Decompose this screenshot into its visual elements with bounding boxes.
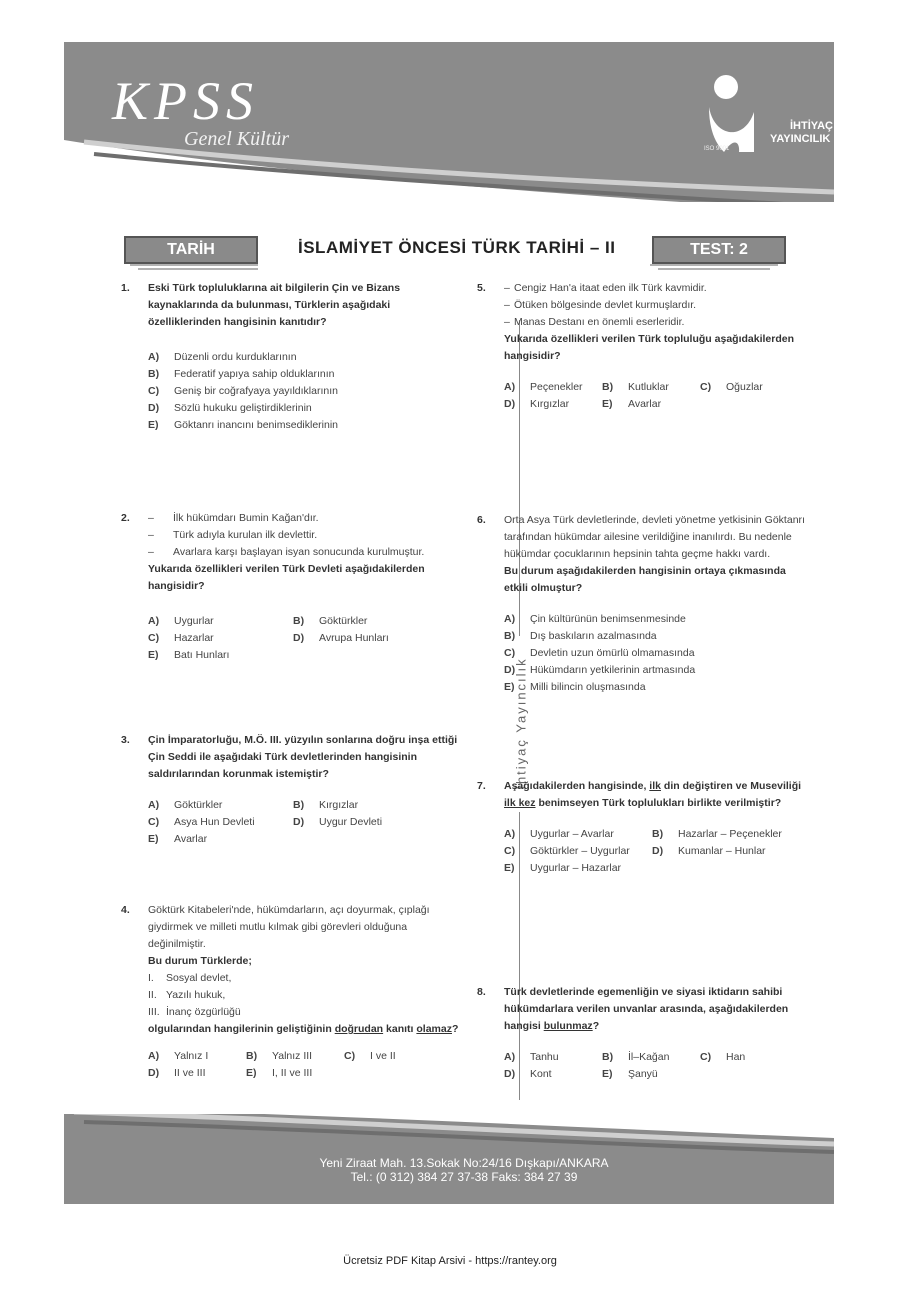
stem-part: Türk devletlerinde egemenliğin ve siyasi iktidarın sahibi hükümdarlara verilen unvanlar arasında, aşağıdakilerden hangisi	[504, 986, 789, 1032]
roman-item	[148, 970, 461, 987]
option-b[interactable]	[293, 613, 438, 630]
option-text: Kırgızlar	[319, 799, 359, 811]
option-b[interactable]	[602, 379, 700, 396]
publisher-logo-dot	[714, 75, 738, 99]
option-key: C)	[700, 381, 712, 393]
option-key: C)	[148, 385, 160, 397]
stem-emphasis: ilk kez	[504, 797, 536, 809]
option-c[interactable]	[148, 814, 293, 831]
option-text: Hükümdarın yetkilerinin artmasında	[530, 664, 696, 676]
question-stem: Yukarıda özellikleri verilen Türk topluluğu aşağıdakilerden hangisidir?	[504, 333, 795, 362]
publisher-name-line1: İHTİYAÇ	[790, 120, 833, 132]
question-2	[121, 510, 461, 664]
option-text: Han	[726, 1051, 746, 1063]
option-key: E)	[504, 862, 515, 874]
option-d[interactable]	[293, 630, 438, 647]
option-text: I ve II	[370, 1050, 396, 1062]
option-d[interactable]	[148, 400, 461, 417]
subject-tag-lines	[124, 262, 264, 272]
option-text: Şanyü	[628, 1068, 658, 1080]
option-text: Kumanlar – Hunlar	[678, 845, 766, 857]
option-a[interactable]	[504, 1049, 602, 1066]
option-text: Dış baskıların azalmasında	[530, 630, 657, 642]
option-key: A)	[504, 381, 516, 393]
option-key: D)	[504, 1068, 516, 1080]
question-3	[121, 732, 461, 848]
option-key: D)	[504, 398, 516, 410]
question-number: 5.	[477, 282, 486, 294]
option-text: Göktürkler	[319, 615, 368, 627]
question-number: 3.	[121, 734, 130, 746]
option-c[interactable]	[700, 1049, 798, 1066]
option-e[interactable]	[504, 860, 652, 877]
roman-item	[148, 987, 461, 1004]
option-key: D)	[148, 1067, 160, 1079]
info-text: Cengiz Han'a itaat eden ilk Türk kavmidir.	[514, 282, 707, 294]
title-banner	[124, 236, 814, 276]
option-text: Oğuzlar	[726, 381, 763, 393]
option-key: B)	[148, 368, 160, 380]
option-key: C)	[700, 1051, 712, 1063]
option-key: C)	[504, 647, 516, 659]
option-key: B)	[504, 630, 516, 642]
option-e[interactable]	[148, 647, 293, 664]
roman-numeral: I.	[148, 972, 154, 984]
source-credit: Ücretsiz PDF Kitap Arsivi - https://rantey.org	[343, 1255, 557, 1267]
option-text: I, II ve III	[272, 1067, 313, 1079]
roman-item	[148, 1004, 461, 1021]
option-key: A)	[504, 1051, 516, 1063]
kpss-logo: KPSS	[112, 71, 260, 131]
option-key: A)	[504, 613, 516, 625]
option-key: C)	[148, 816, 160, 828]
option-text: Uygurlar – Hazarlar	[530, 862, 622, 874]
question-stem	[504, 984, 807, 1035]
option-text: Milli bilincin oluşmasında	[530, 681, 646, 693]
info-text: Manas Destanı en önemli eserleridir.	[514, 316, 685, 328]
question-4	[121, 902, 461, 1082]
question-intro: Göktürk Kitabeleri'nde, hükümdarların, açı doyurmak, çıplağı giydirmek ve milleti mutlu kılmak gibi görevleri olduğuna değinilmiştir.	[148, 904, 430, 950]
option-text: Uygurlar – Avarlar	[530, 828, 614, 840]
info-item: – Manas Destanı en önemli eserleridir.	[504, 314, 807, 331]
option-key: C)	[148, 632, 160, 644]
option-b[interactable]	[504, 628, 807, 645]
option-c[interactable]	[504, 843, 652, 860]
question-stem: Bu durum aşağıdakilerden hangisinin ortaya çıkmasında etkili olmuştur?	[504, 565, 786, 594]
question-number: 2.	[121, 512, 130, 524]
option-key: E)	[148, 833, 159, 845]
option-text: Kutluklar	[628, 381, 669, 393]
option-b[interactable]	[246, 1048, 344, 1065]
option-key: A)	[504, 828, 516, 840]
option-b[interactable]	[148, 366, 461, 383]
option-text: Göktürkler – Uygurlar	[530, 845, 630, 857]
publisher-name-line2: YAYINCILIK	[770, 133, 831, 145]
option-text: Avarlar	[628, 398, 662, 410]
option-text: Sözlü hukuku geliştirdiklerinin	[174, 402, 312, 414]
option-a[interactable]	[148, 349, 461, 366]
stem-part: Aşağıdakilerden hangisinde,	[504, 780, 647, 792]
option-b[interactable]	[652, 826, 802, 843]
test-tag-lines	[644, 262, 784, 272]
info-item: – Türk adıyla kurulan ilk devlettir.	[148, 527, 461, 544]
option-a[interactable]	[148, 613, 293, 630]
option-key: B)	[246, 1050, 258, 1062]
logo-subtitle: Genel Kültür	[184, 128, 289, 150]
publisher-address: Yeni Ziraat Mah. 13.Sokak No:24/16 Dışkapı/ANKARA	[319, 1156, 609, 1170]
question-stem	[504, 778, 807, 812]
question-stem: Yukarıda özellikleri verilen Türk Devleti aşağıdakilerden hangisidir?	[148, 563, 425, 592]
option-text: Kont	[530, 1068, 552, 1080]
stem-part: benimseyen Türk toplulukları birlikte verilmiştir?	[538, 797, 782, 809]
option-b[interactable]	[293, 797, 438, 814]
option-key: E)	[504, 681, 515, 693]
option-text: Uygurlar	[174, 615, 214, 627]
roman-text: İnanç özgürlüğü	[166, 1006, 241, 1018]
option-a[interactable]	[148, 797, 293, 814]
option-c[interactable]	[504, 645, 807, 662]
publisher-name	[770, 120, 833, 146]
option-e[interactable]	[504, 679, 807, 696]
question-intro: Orta Asya Türk devletlerinde, devleti yönetme yetkisinin Göktanrı tarafından hükümdar ailesine verildiğine inanılırdı. Bu nedenle hükümdar çocuklarının hepsinin tahta geçme hakkı vardı.	[504, 514, 805, 560]
question-stem	[148, 1021, 461, 1038]
option-key: D)	[148, 402, 160, 414]
option-text: Hazarlar – Peçenekler	[678, 828, 782, 840]
publisher-phone: Tel.: (0 312) 384 27 37-38 Faks: 384 27 39	[350, 1170, 578, 1184]
option-text: Tanhu	[530, 1051, 559, 1063]
option-key: D)	[293, 632, 305, 644]
page-header	[64, 42, 834, 202]
option-text: Düzenli ordu kurduklarının	[174, 351, 297, 363]
question-8	[477, 984, 807, 1083]
question-7	[477, 778, 807, 877]
option-text: Asya Hun Devleti	[174, 816, 255, 828]
option-b[interactable]	[602, 1049, 700, 1066]
info-item: – Avarlara karşı başlayan isyan sonucunda kurulmuştur.	[148, 544, 461, 561]
page-title: İSLAMİYET ÖNCESİ TÜRK TARİHİ – II	[298, 238, 616, 257]
question-number: 8.	[477, 986, 486, 998]
option-c[interactable]	[148, 630, 293, 647]
subject-tag: TARİH	[124, 236, 258, 264]
option-text: Göktürkler	[174, 799, 223, 811]
roman-numeral: III.	[148, 1006, 160, 1018]
info-text: İlk hükümdarı Bumin Kağan'dır.	[173, 512, 319, 524]
stem-emphasis: olamaz	[416, 1023, 452, 1035]
option-text: Devletin uzun ömürlü olmamasında	[530, 647, 695, 659]
test-tag: TEST: 2	[652, 236, 786, 264]
option-text: Geniş bir coğrafyaya yayıldıklarının	[174, 385, 338, 397]
stem-emphasis: bulunmaz	[543, 1020, 593, 1032]
stem-emphasis: ilk	[649, 780, 661, 792]
question-lead: Bu durum Türklerde;	[148, 955, 252, 967]
option-key: A)	[148, 1050, 160, 1062]
option-d[interactable]	[148, 1065, 246, 1082]
question-stem: Çin İmparatorluğu, M.Ö. III. yüzyılın sonlarına doğru inşa ettiği Çin Seddi ile aşağıdaki Türk devletlerinden hangisinin saldırılarından korunmak istemiştir?	[148, 734, 458, 780]
option-key: A)	[148, 799, 160, 811]
option-c[interactable]	[148, 383, 461, 400]
option-text: Çin kültürünün benimsenmesinde	[530, 613, 686, 625]
option-text: Peçenekler	[530, 381, 583, 393]
iso-mark: ISO 9001	[704, 146, 730, 152]
question-number: 4.	[121, 904, 130, 916]
publisher-contact	[314, 1156, 614, 1184]
option-key: E)	[602, 398, 613, 410]
option-text: İl–Kağan	[628, 1051, 670, 1063]
roman-numeral: II.	[148, 989, 157, 1001]
option-a[interactable]	[504, 379, 602, 396]
stem-emphasis: doğrudan	[334, 1023, 384, 1035]
roman-text: Sosyal devlet,	[166, 972, 232, 984]
option-key: E)	[602, 1068, 613, 1080]
info-text: Türk adıyla kurulan ilk devlettir.	[173, 529, 318, 541]
option-key: E)	[148, 649, 159, 661]
roman-text: Yazılı hukuk,	[166, 989, 226, 1001]
option-key: B)	[652, 828, 664, 840]
option-a[interactable]	[504, 826, 652, 843]
option-d[interactable]	[652, 843, 802, 860]
option-a[interactable]	[504, 611, 807, 628]
option-d[interactable]	[504, 396, 602, 413]
stem-part: ?	[452, 1023, 459, 1035]
side-brand-text: İhtiyaç Yayıncılık	[513, 657, 529, 790]
option-text: Uygur Devleti	[319, 816, 383, 828]
option-key: C)	[504, 845, 516, 857]
option-d[interactable]	[504, 662, 807, 679]
option-text: Batı Hunları	[174, 649, 230, 661]
option-text: Yalnız I	[174, 1050, 209, 1062]
page-footer	[64, 1114, 834, 1204]
option-e[interactable]	[602, 1066, 700, 1083]
option-key: B)	[293, 615, 305, 627]
info-text: Ötüken bölgesinde devlet kurmuşlardır.	[514, 299, 697, 311]
info-text: Avarlara karşı başlayan isyan sonucunda kurulmuştur.	[173, 546, 425, 558]
stem-part: ?	[592, 1020, 600, 1032]
option-text: Federatif yapıya sahip olduklarının	[174, 368, 335, 380]
option-text: Göktanrı inancını benimsediklerinin	[174, 419, 339, 431]
option-text: Avrupa Hunları	[319, 632, 389, 644]
question-6	[477, 512, 807, 696]
option-text: Yalnız III	[272, 1050, 313, 1062]
option-a[interactable]	[148, 1048, 246, 1065]
option-e[interactable]	[148, 831, 293, 848]
option-c[interactable]	[344, 1048, 442, 1065]
info-item: – Ötüken bölgesinde devlet kurmuşlardır.	[504, 297, 807, 314]
question-number: 1.	[121, 282, 130, 294]
question-number: 7.	[477, 780, 486, 792]
option-e[interactable]	[148, 417, 461, 434]
option-key: A)	[148, 351, 160, 363]
stem-part: olgularından hangilerinin geliştiğinin	[148, 1023, 332, 1035]
question-5	[477, 280, 807, 413]
option-d[interactable]	[504, 1066, 602, 1083]
option-key: B)	[602, 381, 614, 393]
option-text: Kırgızlar	[530, 398, 570, 410]
stem-part: kanıtı	[386, 1023, 414, 1035]
option-key: C)	[344, 1050, 356, 1062]
option-e[interactable]	[246, 1065, 344, 1082]
option-key: A)	[148, 615, 160, 627]
page-sheet	[64, 42, 834, 1192]
option-text: Hazarlar	[174, 632, 214, 644]
option-text: II ve III	[174, 1067, 206, 1079]
option-key: B)	[293, 799, 305, 811]
question-number: 6.	[477, 514, 486, 526]
option-key: D)	[504, 664, 516, 676]
info-item: – Cengiz Han'a itaat eden ilk Türk kavmidir.	[504, 280, 807, 297]
option-key: D)	[652, 845, 664, 857]
option-e[interactable]	[602, 396, 700, 413]
option-c[interactable]	[700, 379, 798, 396]
option-key: D)	[293, 816, 305, 828]
option-key: B)	[602, 1051, 614, 1063]
question-1	[121, 280, 461, 434]
option-key: E)	[148, 419, 159, 431]
option-key: E)	[246, 1067, 257, 1079]
question-stem: Eski Türk topluluklarına ait bilgilerin Çin ve Bizans kaynaklarında da bulunması, Türklerin aşağıdaki özelliklerinden hangisinin kanıtıdır?	[148, 282, 401, 328]
option-d[interactable]	[293, 814, 438, 831]
info-item: – İlk hükümdarı Bumin Kağan'dır.	[148, 510, 461, 527]
stem-part: din değiştiren ve Museviliği	[663, 780, 802, 792]
option-text: Avarlar	[174, 833, 208, 845]
